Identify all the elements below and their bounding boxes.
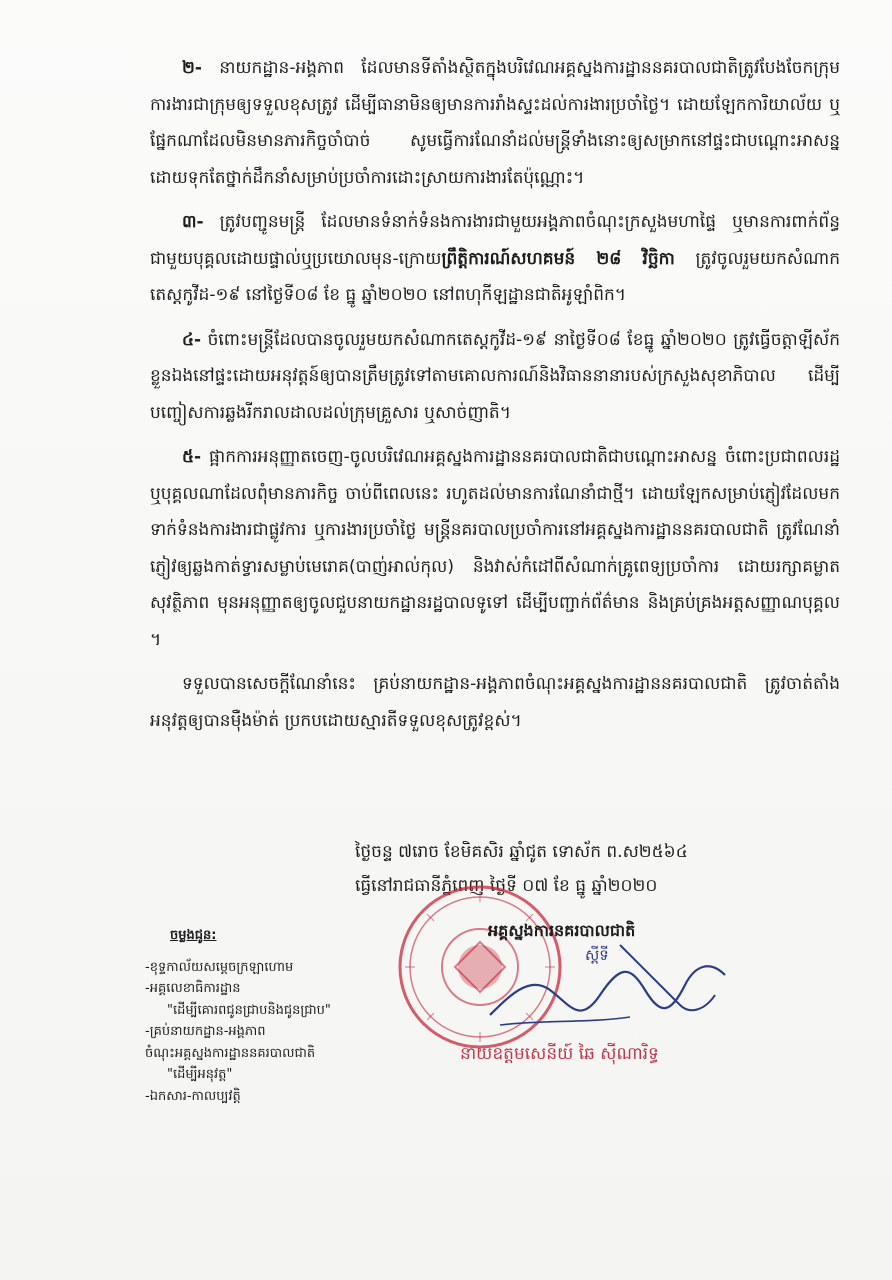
body-text bbox=[150, 50, 840, 747]
paragraph-text: ត្រូវបញ្ជូនមន្ត្រី ដែលមានទំនាក់ទំនងការងារជាមួយអង្គភាពចំណុះក្រសួងមហាផ្ទៃ ឬមានការពាក់ព័ន្ធជាមួយបុគ្គលដោយផ្ទាល់ឬប្រយោលមុន-ក្រោយ bbox=[150, 212, 840, 269]
paragraph-5 bbox=[150, 439, 840, 658]
place-date-line: ធ្វើនៅរាជធានីភ្នំពេញ ថ្ងៃទី ០៧ ខែ ធ្នូ ឆ្នាំ២០២០ bbox=[355, 876, 658, 896]
paragraph-number: ៥- bbox=[182, 447, 202, 467]
paragraph-text-cont: ត្រូវចូលរួមយកសំណាកតេស្តកូវីដ-១៩ នៅថ្ងៃទី០៨ ខែ ធ្នូ ឆ្នាំ២០២០ នៅពហុកីឡដ្ឋានជាតិអូឡាំពិក។ bbox=[150, 248, 840, 305]
paragraph-text: ផ្អាកការអនុញ្ញាតចេញ-ចូលបរិវេណអគ្គស្នងការដ្ឋាននគរបាលជាតិជាបណ្ដោះអាសន្ន ចំពោះប្រជាពលរដ្ឋ ឬបុគ្គលណាដែលពុំមានភារកិច្ច ចាប់ពីពេលនេះ រហូតដល់មានការណែនាំជាថ្មី។ ដោយឡែកសម្រាប់ភ្ញៀវដែលមកទាក់ទំនងការងារជាផ្លូវការ ឬការងារប្រចាំថ្ងៃ មន្ត្រីនគរបាលប្រចាំការនៅអគ្គស្នងការដ្ឋាននគរបាលជាតិ ត្រូវណែនាំភ្ញៀវឲ្យឆ្លងកាត់ទ្វារសម្លាប់មេរោគ(បាញ់អាល់កុល) និងវាស់កំដៅពីសំណាក់គ្រូពេទ្យប្រចាំការ ដោយរក្សាគម្លាតសុវត្ថិភាព មុនអនុញ្ញាតឲ្យចូលជួបនាយកដ្ឋានរដ្ឋបាលទូទៅ ដើម្បីបញ្ជាក់ព័ត៌មាន និងគ្រប់គ្រងអត្តសញ្ញាណបុគ្គល ។ bbox=[150, 447, 841, 650]
recipient-item: -គ្រប់នាយកដ្ឋាន-អង្គភាព bbox=[145, 1024, 266, 1039]
paragraph-number: ៣- bbox=[182, 212, 204, 232]
recipients-block bbox=[145, 925, 425, 1107]
paragraph-4 bbox=[150, 322, 840, 432]
recipient-item: -ឯកសារ-កាលប្បវត្តិ bbox=[145, 1088, 241, 1104]
paragraph-2 bbox=[150, 50, 840, 196]
paragraph-number: ២- bbox=[182, 58, 202, 78]
paragraph-3 bbox=[150, 204, 840, 314]
recipient-item: ចំណុះអគ្គស្នងការដ្ឋាននគរបាលជាតិ bbox=[145, 1045, 316, 1061]
paragraph-text: ចំពោះមន្ត្រីដែលបានចូលរួមយកសំណាកតេស្តកូវីដ-១៩ នាថ្ងៃទី០៨ ខែធ្នូ ឆ្នាំ២០២០ ត្រូវធ្វើចត្តាឡីស័កខ្លួនឯងនៅផ្ទះដោយអនុវត្តន៍ឲ្យបានត្រឹមត្រូវទៅតាមគោលការណ៍និងវិធាននានារបស់ក្រសួងសុខាភិបាល ដើម្បីបញ្ចៀសការឆ្លងរីករាលដាលដល់ក្រុមគ្រួសារ ឬសាច់ញាតិ។ bbox=[150, 329, 841, 423]
paragraph-number: ៤- bbox=[182, 329, 202, 350]
recipient-item: "ដើម្បីអនុវត្ត" bbox=[167, 1067, 233, 1082]
agency-name: អគ្គស្នងការនគរបាលជាតិ bbox=[488, 921, 636, 940]
handwritten-signature-icon bbox=[470, 935, 740, 1035]
paragraph-text: ទទួលបានសេចក្ដីណែនាំនេះ គ្រប់នាយកដ្ឋាន-អង្គភាពចំណុះអគ្គស្នងការដ្ឋាននគរបាលជាតិ ត្រូវចាត់តាំងអនុវត្តឲ្យបានម៉ឺងម៉ាត់ ប្រកបដោយស្មារតីទទួលខុសត្រូវខ្ពស់។ bbox=[150, 674, 840, 731]
event-name: ព្រឹត្តិការណ៍សហគមន៍ ២៨ វិច្ឆិកា bbox=[441, 248, 675, 269]
recipients-heading: ចម្លងជូន: bbox=[170, 928, 217, 943]
closing-paragraph bbox=[150, 666, 840, 739]
signer-name: នាយឧត្តមសេនីយ៍ ឆៃ ស៊ីណារិទ្ធ bbox=[460, 1044, 659, 1064]
recipient-item: -ខុទ្ទកាល័យសម្ដេចក្រឡាហោម bbox=[145, 959, 294, 975]
paragraph-text: នាយកដ្ឋាន-អង្គភាព ដែលមានទីតាំងស្ថិតក្នុងបរិវេណអគ្គស្នងការដ្ឋាននគរបាលជាតិត្រូវបែងចែកក្រុមការងារជាក្រុមឲ្យទទួលខុសត្រូវ ដើម្បីធានាមិនឲ្យមានការរាំងស្ទះដល់ការងារប្រចាំថ្ងៃ។ ដោយឡែកការិយាល័យ ឬផ្នែកណាដែលមិនមានភារកិច្ចចាំបាច់ សូមធ្វើការណែនាំដល់មន្ត្រីទាំងនោះឲ្យសម្រាកនៅផ្ទះជាបណ្ដោះអាសន្ន ដោយទុកតែថ្នាក់ដឹកនាំសម្រាប់ប្រចាំការដោះស្រាយការងារតែប៉ុណ្ណោះ។ bbox=[150, 58, 840, 188]
lunar-date-line: ថ្ងៃចន្ទ ៧រោច ខែមិគសិរ ឆ្នាំជូត ទោស័ក ព.ស២៥៦៤ bbox=[355, 842, 688, 862]
signer-title: ស្ដីទី bbox=[585, 946, 609, 964]
recipient-item: -អគ្គលេខាធិការដ្ឋាន bbox=[145, 981, 241, 996]
recipient-item: "ដើម្បីគោរពជូនជ្រាបនិងជូនជ្រាប" bbox=[167, 1002, 331, 1018]
